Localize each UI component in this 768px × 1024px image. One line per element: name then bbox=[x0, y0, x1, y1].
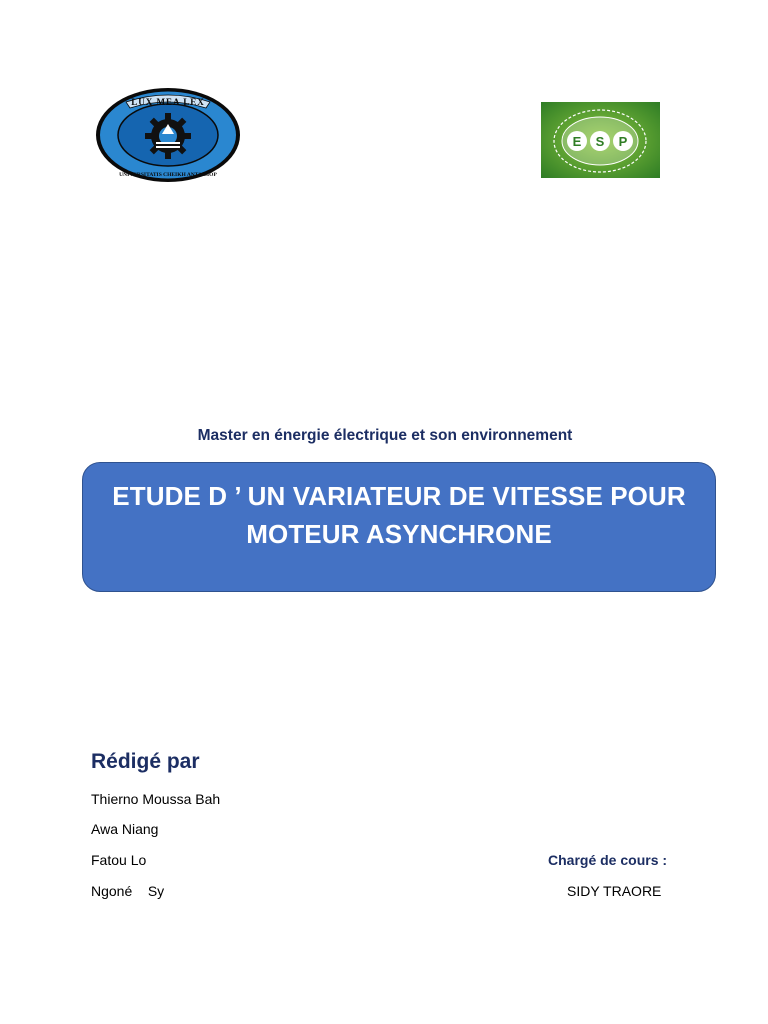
document-title bbox=[83, 477, 715, 553]
program-text: Master en énergie électrique et son environnement bbox=[197, 427, 573, 444]
charge-de-cours-name: SIDY TRAORE bbox=[567, 883, 662, 899]
charge-de-cours-label: Chargé de cours : bbox=[548, 852, 668, 868]
esp-school-logo bbox=[541, 102, 660, 178]
author-2: Awa Niang bbox=[91, 821, 159, 837]
title-line-1: ETUDE D ’ UN VARIATEUR DE VITESSE POUR bbox=[112, 481, 686, 511]
author-3: Fatou Lo bbox=[91, 852, 147, 868]
program-title bbox=[0, 427, 768, 445]
svg-text:UNIVERSITATIS CHEIKH ANTA DIOP: UNIVERSITATIS CHEIKH ANTA DIOP bbox=[119, 172, 217, 178]
author-1: Thierno Moussa Bah bbox=[91, 791, 221, 807]
title-box bbox=[82, 462, 716, 592]
redige-par-heading: Rédigé par bbox=[91, 750, 200, 773]
svg-text:LUX MEA LEX: LUX MEA LEX bbox=[131, 97, 205, 107]
svg-text:P: P bbox=[618, 134, 628, 149]
university-seal-logo bbox=[94, 86, 242, 184]
university-gear-seal-icon bbox=[94, 86, 242, 184]
title-line-2: MOTEUR ASYNCHRONE bbox=[246, 519, 552, 549]
svg-text:E: E bbox=[572, 134, 582, 149]
esp-school-logo-icon bbox=[541, 102, 660, 178]
svg-text:S: S bbox=[595, 134, 605, 149]
author-4: Ngoné Sy bbox=[91, 883, 165, 899]
